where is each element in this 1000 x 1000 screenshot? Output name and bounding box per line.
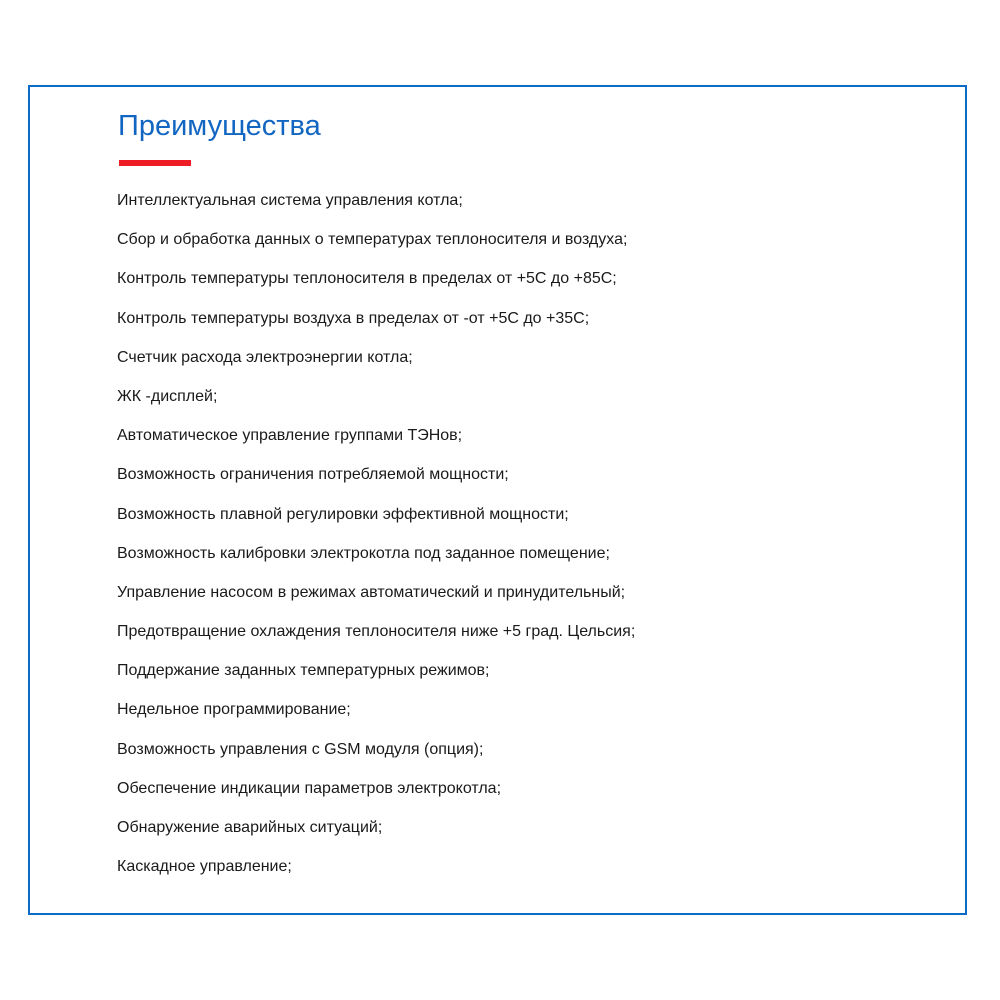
list-item: Интеллектуальная система управления котла; (117, 192, 463, 209)
advantages-list (117, 190, 635, 895)
list-item: Поддержание заданных температурных режимов; (117, 662, 490, 680)
advantages-panel (28, 85, 967, 915)
section-title: Преимущества (118, 110, 321, 142)
list-item: Контроль температуры теплоносителя в пределах от +5С до +85С; (117, 270, 617, 288)
title-accent-underline (119, 160, 191, 166)
list-item: Обнаружение аварийных ситуаций; (117, 819, 383, 836)
list-item: Сбор и обработка данных о температурах теплоносителя и воздуха; (117, 231, 628, 249)
list-item: Каскадное управление; (117, 858, 292, 876)
list-item: Возможность плавной регулировки эффективной мощности; (117, 505, 569, 523)
list-item: Недельное программирование; (117, 701, 351, 719)
list-item: Возможность калибровки электрокотла под заданное помещение; (117, 544, 610, 562)
list-item: Возможность ограничения потребляемой мощности; (117, 466, 509, 484)
list-item: Счетчик расхода электроэнергии котла; (117, 348, 413, 366)
list-item: Автоматическое управление группами ТЭНов; (117, 427, 463, 445)
list-item: Контроль температуры воздуха в пределах от -от +5С до +35С; (117, 309, 590, 327)
list-item: Предотвращение охлаждения теплоносителя ниже +5 град. Цельсия; (117, 623, 636, 641)
list-item: Обеспечение индикации параметров электрокотла; (117, 779, 502, 797)
list-item: Возможность управления с GSM модуля (опция); (117, 740, 484, 758)
list-item: Управление насосом в режимах автоматический и принудительный; (117, 583, 626, 601)
list-item: ЖК -дисплей; (117, 387, 218, 405)
